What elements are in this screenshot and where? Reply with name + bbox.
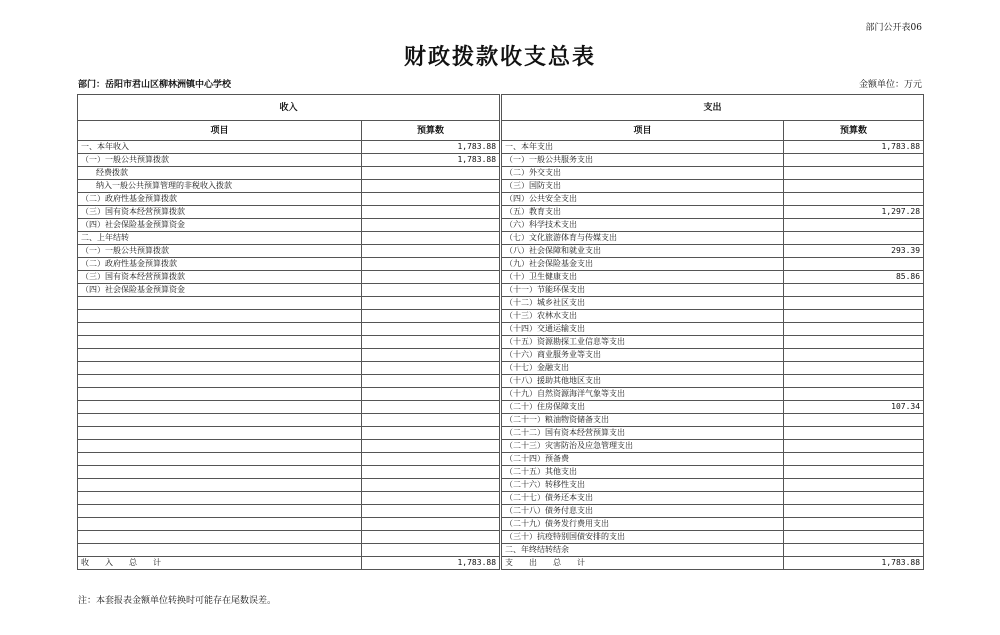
- income-budget-cell: [362, 232, 500, 245]
- income-budget-cell: 1,783.88: [362, 154, 500, 167]
- expense-budget-cell: [784, 375, 924, 388]
- income-budget-cell: [362, 284, 500, 297]
- table-row: [78, 245, 924, 258]
- income-budget-cell: [362, 401, 500, 414]
- income-budget-cell: [362, 336, 500, 349]
- table-row: [78, 544, 924, 557]
- table-row: [78, 154, 924, 167]
- expense-item-cell: （十四）交通运输支出: [502, 323, 784, 336]
- expense-budget-cell: 293.39: [784, 245, 924, 258]
- income-budget-cell: [362, 362, 500, 375]
- expense-total-label: 支 出 总 计: [502, 557, 784, 570]
- expense-total-value: 1,783.88: [784, 557, 924, 570]
- expense-budget-cell: [784, 531, 924, 544]
- income-budget-cell: [362, 479, 500, 492]
- income-item-cell: （一）一般公共预算拨款: [78, 245, 362, 258]
- expense-budget-cell: [784, 492, 924, 505]
- income-item-cell: [78, 453, 362, 466]
- expense-item-cell: （二十七）债务还本支出: [502, 492, 784, 505]
- expense-budget-cell: [784, 323, 924, 336]
- expense-budget-cell: [784, 505, 924, 518]
- document-code: 部门公开表06: [865, 23, 922, 33]
- expense-item-cell: （二十八）债务付息支出: [502, 505, 784, 518]
- income-item-cell: （二）政府性基金预算拨款: [78, 258, 362, 271]
- expense-item-cell: （十七）金融支出: [502, 362, 784, 375]
- expense-item-cell: （二十一）粮油物资储备支出: [502, 414, 784, 427]
- table-row: [78, 518, 924, 531]
- page-title: 财政拨款收支总表: [403, 44, 596, 70]
- expense-item-cell: （二十四）预备费: [502, 453, 784, 466]
- income-item-cell: [78, 492, 362, 505]
- income-budget-cell: 1,783.88: [362, 141, 500, 154]
- income-budget-cell: [362, 427, 500, 440]
- table-row: [78, 219, 924, 232]
- table-row: [78, 531, 924, 544]
- expense-item-cell: （十六）商业服务业等支出: [502, 349, 784, 362]
- income-item-cell: （三）国有资本经营预算拨款: [78, 271, 362, 284]
- expense-budget-cell: 1,297.28: [784, 206, 924, 219]
- expense-item-cell: （十）卫生健康支出: [502, 271, 784, 284]
- expense-item-header: 项目: [502, 121, 784, 141]
- expense-budget-header: 预算数: [784, 121, 924, 141]
- income-budget-cell: [362, 388, 500, 401]
- expense-item-cell: （二十五）其他支出: [502, 466, 784, 479]
- income-budget-cell: [362, 245, 500, 258]
- expense-budget-cell: [784, 544, 924, 557]
- expense-item-cell: （五）教育支出: [502, 206, 784, 219]
- expense-budget-cell: [784, 414, 924, 427]
- income-budget-cell: [362, 297, 500, 310]
- expense-budget-cell: [784, 349, 924, 362]
- expense-budget-cell: [784, 362, 924, 375]
- table-row: [78, 297, 924, 310]
- table-row: [78, 284, 924, 297]
- expense-budget-cell: [784, 258, 924, 271]
- income-budget-cell: [362, 375, 500, 388]
- expense-item-cell: （二十九）债务发行费用支出: [502, 518, 784, 531]
- income-item-cell: [78, 362, 362, 375]
- table-row: [78, 232, 924, 245]
- income-total-label: 收 入 总 计: [78, 557, 362, 570]
- income-budget-header: 预算数: [362, 121, 500, 141]
- income-item-cell: [78, 505, 362, 518]
- table-row: [78, 440, 924, 453]
- income-item-cell: [78, 414, 362, 427]
- expense-item-cell: （十五）资源勘探工业信息等支出: [502, 336, 784, 349]
- income-item-cell: [78, 440, 362, 453]
- expense-item-cell: （二十三）灾害防治及应急管理支出: [502, 440, 784, 453]
- income-item-cell: [78, 349, 362, 362]
- expense-budget-cell: [784, 310, 924, 323]
- income-budget-cell: [362, 544, 500, 557]
- income-item-cell: [78, 544, 362, 557]
- expense-item-cell: （十三）农林水支出: [502, 310, 784, 323]
- expense-item-cell: （九）社会保险基金支出: [502, 258, 784, 271]
- expense-item-cell: 一、本年支出: [502, 141, 784, 154]
- expense-budget-cell: [784, 479, 924, 492]
- expense-item-cell: （十一）节能环保支出: [502, 284, 784, 297]
- income-budget-cell: [362, 518, 500, 531]
- department-label: 部门：岳阳市君山区柳林洲镇中心学校: [78, 80, 232, 90]
- table-row: [78, 375, 924, 388]
- income-item-cell: [78, 427, 362, 440]
- amount-unit-label: 金额单位：万元: [858, 80, 922, 90]
- expense-item-cell: （十二）城乡社区支出: [502, 297, 784, 310]
- expense-item-cell: （二十）住房保障支出: [502, 401, 784, 414]
- income-item-cell: [78, 323, 362, 336]
- expense-item-cell: （七）文化旅游体育与传媒支出: [502, 232, 784, 245]
- total-row: [78, 557, 924, 570]
- income-budget-cell: [362, 206, 500, 219]
- expense-item-cell: （三）国防支出: [502, 180, 784, 193]
- table-row: [78, 388, 924, 401]
- expense-budget-cell: [784, 232, 924, 245]
- expense-budget-cell: [784, 154, 924, 167]
- column-header-row: [78, 121, 924, 141]
- table-row: [78, 193, 924, 206]
- expense-budget-cell: [784, 193, 924, 206]
- expense-budget-cell: [784, 180, 924, 193]
- income-item-cell: 二、上年结转: [78, 232, 362, 245]
- income-budget-cell: [362, 505, 500, 518]
- expense-item-cell: （十八）援助其他地区支出: [502, 375, 784, 388]
- table-row: [78, 206, 924, 219]
- expense-budget-cell: 85.86: [784, 271, 924, 284]
- income-section-header: 收入: [78, 95, 500, 121]
- income-item-cell: [78, 518, 362, 531]
- table-row: [78, 310, 924, 323]
- expense-budget-cell: 1,783.88: [784, 141, 924, 154]
- income-budget-cell: [362, 492, 500, 505]
- income-budget-cell: [362, 310, 500, 323]
- table-row: [78, 362, 924, 375]
- expense-item-cell: （八）社会保障和就业支出: [502, 245, 784, 258]
- income-budget-cell: [362, 258, 500, 271]
- table-row: [78, 336, 924, 349]
- expense-item-cell: （四）公共安全支出: [502, 193, 784, 206]
- table-row: [78, 505, 924, 518]
- income-budget-cell: [362, 323, 500, 336]
- table-row: [78, 349, 924, 362]
- income-item-cell: [78, 297, 362, 310]
- footnote: 注：本套报表金额单位转换时可能存在尾数误差。: [78, 596, 277, 606]
- income-budget-cell: [362, 414, 500, 427]
- table-row: [78, 258, 924, 271]
- income-budget-cell: [362, 440, 500, 453]
- income-budget-cell: [362, 167, 500, 180]
- income-item-cell: （一）一般公共预算拨款: [78, 154, 362, 167]
- income-item-cell: [78, 466, 362, 479]
- income-item-cell: [78, 375, 362, 388]
- income-item-header: 项目: [78, 121, 362, 141]
- expense-budget-cell: [784, 440, 924, 453]
- income-budget-cell: [362, 466, 500, 479]
- table-row: [78, 180, 924, 193]
- table-row: [78, 414, 924, 427]
- income-item-cell: （二）政府性基金预算拨款: [78, 193, 362, 206]
- table-row: [78, 271, 924, 284]
- table-row: [78, 466, 924, 479]
- income-total-value: 1,783.88: [362, 557, 500, 570]
- table-row: [78, 141, 924, 154]
- income-item-cell: [78, 401, 362, 414]
- table-row: [78, 492, 924, 505]
- table-row: [78, 401, 924, 414]
- expense-item-cell: （三十）抗疫特别国债安排的支出: [502, 531, 784, 544]
- section-header-row: [78, 95, 924, 121]
- income-item-cell: [78, 388, 362, 401]
- table-row: [78, 479, 924, 492]
- expense-section-header: 支出: [502, 95, 924, 121]
- expense-budget-cell: [784, 297, 924, 310]
- income-budget-cell: [362, 219, 500, 232]
- expense-budget-cell: [784, 427, 924, 440]
- expense-item-cell: （二）外交支出: [502, 167, 784, 180]
- expense-budget-cell: [784, 284, 924, 297]
- income-item-cell: （四）社会保险基金预算资金: [78, 284, 362, 297]
- income-item-cell: [78, 336, 362, 349]
- expense-budget-cell: [784, 453, 924, 466]
- income-budget-cell: [362, 193, 500, 206]
- table-row: [78, 427, 924, 440]
- income-item-cell: [78, 310, 362, 323]
- expense-budget-cell: 107.34: [784, 401, 924, 414]
- expense-item-cell: （二十六）转移性支出: [502, 479, 784, 492]
- expense-budget-cell: [784, 336, 924, 349]
- expense-budget-cell: [784, 167, 924, 180]
- income-item-cell: 经费拨款: [78, 167, 362, 180]
- income-item-cell: 一、本年收入: [78, 141, 362, 154]
- budget-summary-table: [77, 94, 924, 570]
- expense-item-cell: （十九）自然资源海洋气象等支出: [502, 388, 784, 401]
- expense-budget-cell: [784, 388, 924, 401]
- expense-budget-cell: [784, 219, 924, 232]
- table-row: [78, 453, 924, 466]
- income-budget-cell: [362, 271, 500, 284]
- expense-item-cell: （六）科学技术支出: [502, 219, 784, 232]
- expense-item-cell: 二、年终结转结余: [502, 544, 784, 557]
- expense-item-cell: （二十二）国有资本经营预算支出: [502, 427, 784, 440]
- income-budget-cell: [362, 180, 500, 193]
- income-item-cell: （四）社会保险基金预算资金: [78, 219, 362, 232]
- table-row: [78, 167, 924, 180]
- expense-budget-cell: [784, 466, 924, 479]
- income-budget-cell: [362, 531, 500, 544]
- expense-item-cell: （一）一般公共服务支出: [502, 154, 784, 167]
- income-item-cell: （三）国有资本经营预算拨款: [78, 206, 362, 219]
- income-budget-cell: [362, 349, 500, 362]
- income-item-cell: [78, 531, 362, 544]
- income-item-cell: 纳入一般公共预算管理的非税收入拨款: [78, 180, 362, 193]
- income-budget-cell: [362, 453, 500, 466]
- expense-budget-cell: [784, 518, 924, 531]
- table-row: [78, 323, 924, 336]
- income-item-cell: [78, 479, 362, 492]
